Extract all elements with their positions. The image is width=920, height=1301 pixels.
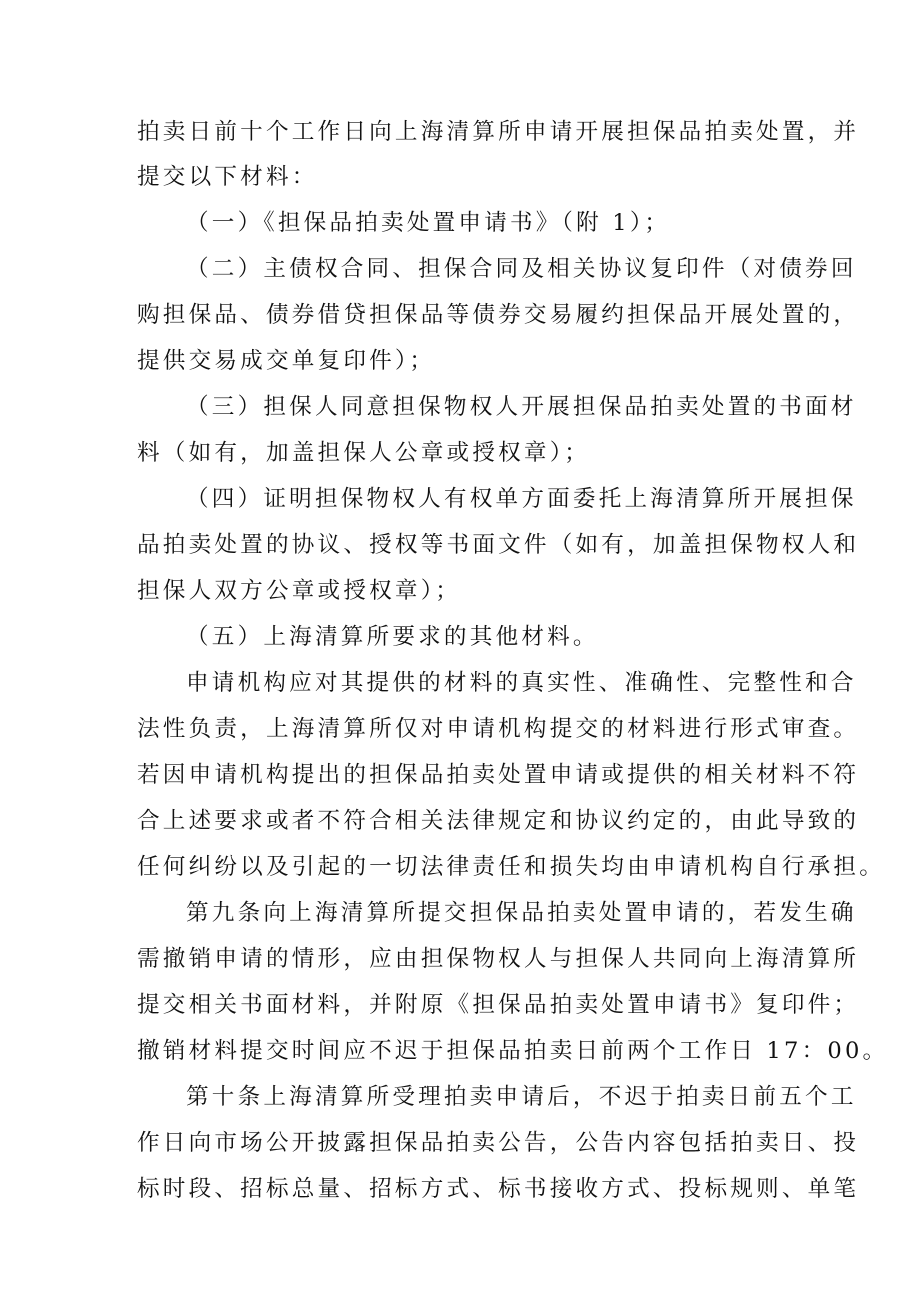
text-line: 撤销材料提交时间应不迟于担保品拍卖日前两个工作日 17：00。	[137, 1038, 889, 1064]
text-line: 标时段、招标总量、招标方式、标书接收方式、投标规则、单笔	[137, 1176, 860, 1202]
text-line: 合上述要求或者不符合相关法律规定和协议约定的，由此导致的	[137, 808, 860, 834]
text-line: 品拍卖处置的协议、授权等书面文件（如有，加盖担保物权人和	[137, 532, 860, 558]
list-item: （二）主债权合同、担保合同及相关协议复印件（对债券回	[186, 256, 857, 282]
text-line: 拍卖日前十个工作日向上海清算所申请开展担保品拍卖处置，并	[137, 119, 860, 145]
list-item: （一）《担保品拍卖处置申请书》（附 1）；	[186, 210, 671, 236]
text-line: 法性负责，上海清算所仅对申请机构提交的材料进行形式审查。	[137, 716, 860, 742]
text-line: 若因申请机构提出的担保品拍卖处置申请或提供的相关材料不符	[137, 762, 860, 788]
list-item: （四）证明担保物权人有权单方面委托上海清算所开展担保	[186, 486, 857, 512]
text-line: 任何纠纷以及引起的一切法律责任和损失均由申请机构自行承担。	[137, 854, 886, 880]
text-line: 提供交易成交单复印件）；	[137, 348, 436, 374]
text-line: 需撤销申请的情形，应由担保物权人与担保人共同向上海清算所	[137, 946, 860, 972]
text-line: 担保人双方公章或授权章）；	[137, 578, 462, 604]
text-line: 提交相关书面材料，并附原《担保品拍卖处置申请书》复印件；	[137, 992, 860, 1018]
text-line: 料（如有，加盖担保人公章或授权章）；	[137, 440, 590, 466]
paragraph-line: 申请机构应对其提供的材料的真实性、准确性、完整性和合	[186, 670, 857, 696]
list-item: （三）担保人同意担保物权人开展担保品拍卖处置的书面材	[186, 394, 857, 420]
text-line: 提交以下材料：	[137, 164, 318, 190]
article-line: 第九条向上海清算所提交担保品拍卖处置申请的，若发生确	[186, 900, 857, 926]
text-line: 购担保品、债券借贷担保品等债券交易履约担保品开展处置的，	[137, 302, 860, 328]
text-line: 作日向市场公开披露担保品拍卖公告，公告内容包括拍卖日、投	[137, 1130, 860, 1156]
list-item: （五）上海清算所要求的其他材料。	[186, 624, 599, 650]
article-line: 第十条上海清算所受理拍卖申请后，不迟于拍卖日前五个工	[186, 1084, 857, 1110]
